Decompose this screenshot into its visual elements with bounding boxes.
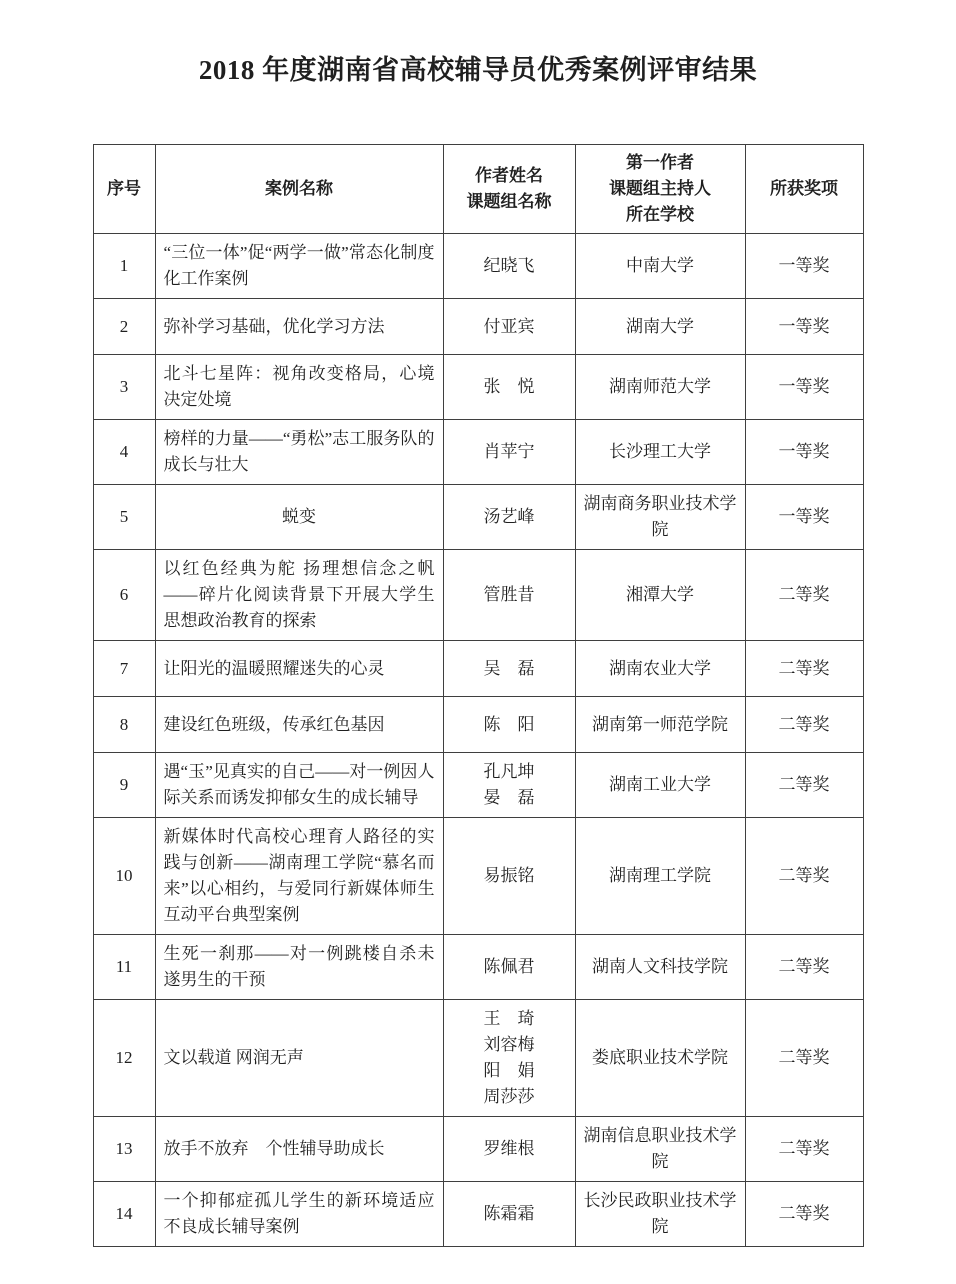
school-cell: 娄底职业技术学院 bbox=[575, 1000, 745, 1117]
school-cell: 长沙民政职业技术学院 bbox=[575, 1182, 745, 1247]
author-name: 肖苹宁 bbox=[483, 442, 535, 461]
author-cell bbox=[443, 935, 575, 1000]
table-row bbox=[93, 485, 863, 550]
header-cell-award bbox=[745, 145, 863, 234]
author-cell bbox=[443, 1000, 575, 1117]
case-name-cell: 新媒体时代高校心理育人路径的实践与创新——湖南理工学院“慕名而来”以心相约，与爱同行新媒体师生互动平台典型案例 bbox=[155, 818, 443, 935]
serial-cell: 5 bbox=[93, 485, 155, 550]
header-line: 第一作者 bbox=[626, 153, 694, 172]
award-cell: 一等奖 bbox=[745, 355, 863, 420]
author-cell bbox=[443, 299, 575, 355]
serial-cell: 11 bbox=[93, 935, 155, 1000]
author-name: 陈 阳 bbox=[483, 714, 535, 734]
author-name: 王 琦 bbox=[483, 1009, 535, 1028]
school-cell: 湖南理工学院 bbox=[575, 818, 745, 935]
award-cell: 二等奖 bbox=[745, 697, 863, 753]
header-line: 案例名称 bbox=[265, 179, 333, 198]
author-cell bbox=[443, 550, 575, 641]
author-name: 陈佩君 bbox=[483, 957, 535, 976]
author-cell bbox=[443, 1117, 575, 1182]
author-name: 罗维根 bbox=[483, 1139, 535, 1158]
table-row bbox=[93, 818, 863, 935]
author-cell bbox=[443, 697, 575, 753]
header-cell-school bbox=[575, 145, 745, 234]
author-name: 张 悦 bbox=[483, 377, 535, 396]
serial-cell: 8 bbox=[93, 697, 155, 753]
serial-cell: 13 bbox=[93, 1117, 155, 1182]
author-cell bbox=[443, 355, 575, 420]
serial-cell: 10 bbox=[93, 818, 155, 935]
serial-cell: 2 bbox=[93, 299, 155, 355]
author-name: 汤艺峰 bbox=[483, 507, 535, 526]
case-name-cell: 建设红色班级，传承红色基因 bbox=[155, 697, 443, 753]
award-cell: 二等奖 bbox=[745, 753, 863, 818]
case-name-cell: 弥补学习基础，优化学习方法 bbox=[155, 299, 443, 355]
award-cell: 二等奖 bbox=[745, 641, 863, 697]
case-name-cell: 遇“玉”见真实的自己——对一例因人际关系而诱发抑郁女生的成长辅导 bbox=[155, 753, 443, 818]
author-name: 易振铭 bbox=[483, 866, 535, 885]
table-row bbox=[93, 1117, 863, 1182]
school-cell: 湖南农业大学 bbox=[575, 641, 745, 697]
case-name-cell: 一个抑郁症孤儿学生的新环境适应不良成长辅导案例 bbox=[155, 1182, 443, 1247]
header-line: 课题组主持人 bbox=[609, 179, 711, 198]
header-line: 所在学校 bbox=[626, 205, 694, 224]
award-cell: 一等奖 bbox=[745, 485, 863, 550]
serial-cell: 9 bbox=[93, 753, 155, 818]
table-header bbox=[93, 145, 863, 234]
serial-cell: 12 bbox=[93, 1000, 155, 1117]
award-cell: 二等奖 bbox=[745, 935, 863, 1000]
header-cell-serial bbox=[93, 145, 155, 234]
header-cell-authors bbox=[443, 145, 575, 234]
table-row bbox=[93, 355, 863, 420]
header-line: 所获奖项 bbox=[770, 179, 838, 198]
school-cell: 湖南信息职业技术学院 bbox=[575, 1117, 745, 1182]
table-row bbox=[93, 420, 863, 485]
author-name: 纪晓飞 bbox=[483, 256, 535, 275]
header-cell-case bbox=[155, 145, 443, 234]
school-cell: 湖南大学 bbox=[575, 299, 745, 355]
table-row bbox=[93, 935, 863, 1000]
school-cell: 长沙理工大学 bbox=[575, 420, 745, 485]
award-cell: 一等奖 bbox=[745, 299, 863, 355]
serial-cell: 7 bbox=[93, 641, 155, 697]
author-name: 阳 娟 bbox=[483, 1061, 535, 1080]
author-cell bbox=[443, 485, 575, 550]
award-cell: 一等奖 bbox=[745, 420, 863, 485]
table-body bbox=[93, 234, 863, 1247]
table-row bbox=[93, 299, 863, 355]
school-cell: 湘潭大学 bbox=[575, 550, 745, 641]
award-cell: 一等奖 bbox=[745, 234, 863, 299]
case-name-cell: 生死一刹那——对一例跳楼自杀未遂男生的干预 bbox=[155, 935, 443, 1000]
author-name: 刘容梅 bbox=[483, 1035, 535, 1054]
serial-cell: 1 bbox=[93, 234, 155, 299]
award-cell: 二等奖 bbox=[745, 1117, 863, 1182]
table-row bbox=[93, 1182, 863, 1247]
table-row bbox=[93, 753, 863, 818]
school-cell: 中南大学 bbox=[575, 234, 745, 299]
award-cell: 二等奖 bbox=[745, 1000, 863, 1117]
school-cell: 湖南工业大学 bbox=[575, 753, 745, 818]
case-name-cell: 蜕变 bbox=[155, 485, 443, 550]
table-row bbox=[93, 1000, 863, 1117]
case-name-cell: 以红色经典为舵 扬理想信念之帆——碎片化阅读背景下开展大学生思想政治教育的探索 bbox=[155, 550, 443, 641]
case-name-cell: 让阳光的温暖照耀迷失的心灵 bbox=[155, 641, 443, 697]
case-name-cell: 北斗七星阵：视角改变格局，心境决定处境 bbox=[155, 355, 443, 420]
table-row bbox=[93, 697, 863, 753]
table-row bbox=[93, 550, 863, 641]
author-name: 管胜昔 bbox=[483, 585, 535, 604]
award-cell: 二等奖 bbox=[745, 550, 863, 641]
author-cell bbox=[443, 753, 575, 818]
case-name-cell: 榜样的力量——“勇松”志工服务队的成长与壮大 bbox=[155, 420, 443, 485]
school-cell: 湖南商务职业技术学院 bbox=[575, 485, 745, 550]
author-cell bbox=[443, 641, 575, 697]
author-cell bbox=[443, 234, 575, 299]
header-row bbox=[93, 145, 863, 234]
case-name-cell: “三位一体”促“两学一做”常态化制度化工作案例 bbox=[155, 234, 443, 299]
author-cell bbox=[443, 1182, 575, 1247]
table-row bbox=[93, 234, 863, 299]
header-line: 作者姓名 bbox=[475, 166, 543, 185]
author-name: 晏 磊 bbox=[483, 788, 535, 807]
school-cell: 湖南师范大学 bbox=[575, 355, 745, 420]
page-title: 2018 年度湖南省高校辅导员优秀案例评审结果 bbox=[198, 55, 758, 85]
table-row bbox=[93, 641, 863, 697]
case-name-cell: 放手不放弃 个性辅导助成长 bbox=[155, 1117, 443, 1182]
author-name: 陈霜霜 bbox=[483, 1204, 535, 1223]
serial-cell: 3 bbox=[93, 355, 155, 420]
award-cell: 二等奖 bbox=[745, 818, 863, 935]
award-cell: 二等奖 bbox=[745, 1182, 863, 1247]
header-line: 序号 bbox=[107, 179, 141, 198]
school-cell: 湖南人文科技学院 bbox=[575, 935, 745, 1000]
results-table bbox=[93, 144, 864, 1247]
author-name: 付亚宾 bbox=[483, 316, 535, 336]
author-name: 吴 磊 bbox=[483, 658, 535, 678]
case-name-cell: 文以载道 网润无声 bbox=[155, 1000, 443, 1117]
serial-cell: 14 bbox=[93, 1182, 155, 1247]
author-name: 周莎莎 bbox=[483, 1087, 535, 1106]
author-name: 孔凡坤 bbox=[483, 762, 535, 781]
author-cell bbox=[443, 420, 575, 485]
serial-cell: 6 bbox=[93, 550, 155, 641]
school-cell: 湖南第一师范学院 bbox=[575, 697, 745, 753]
author-cell bbox=[443, 818, 575, 935]
serial-cell: 4 bbox=[93, 420, 155, 485]
header-line: 课题组名称 bbox=[466, 192, 552, 211]
